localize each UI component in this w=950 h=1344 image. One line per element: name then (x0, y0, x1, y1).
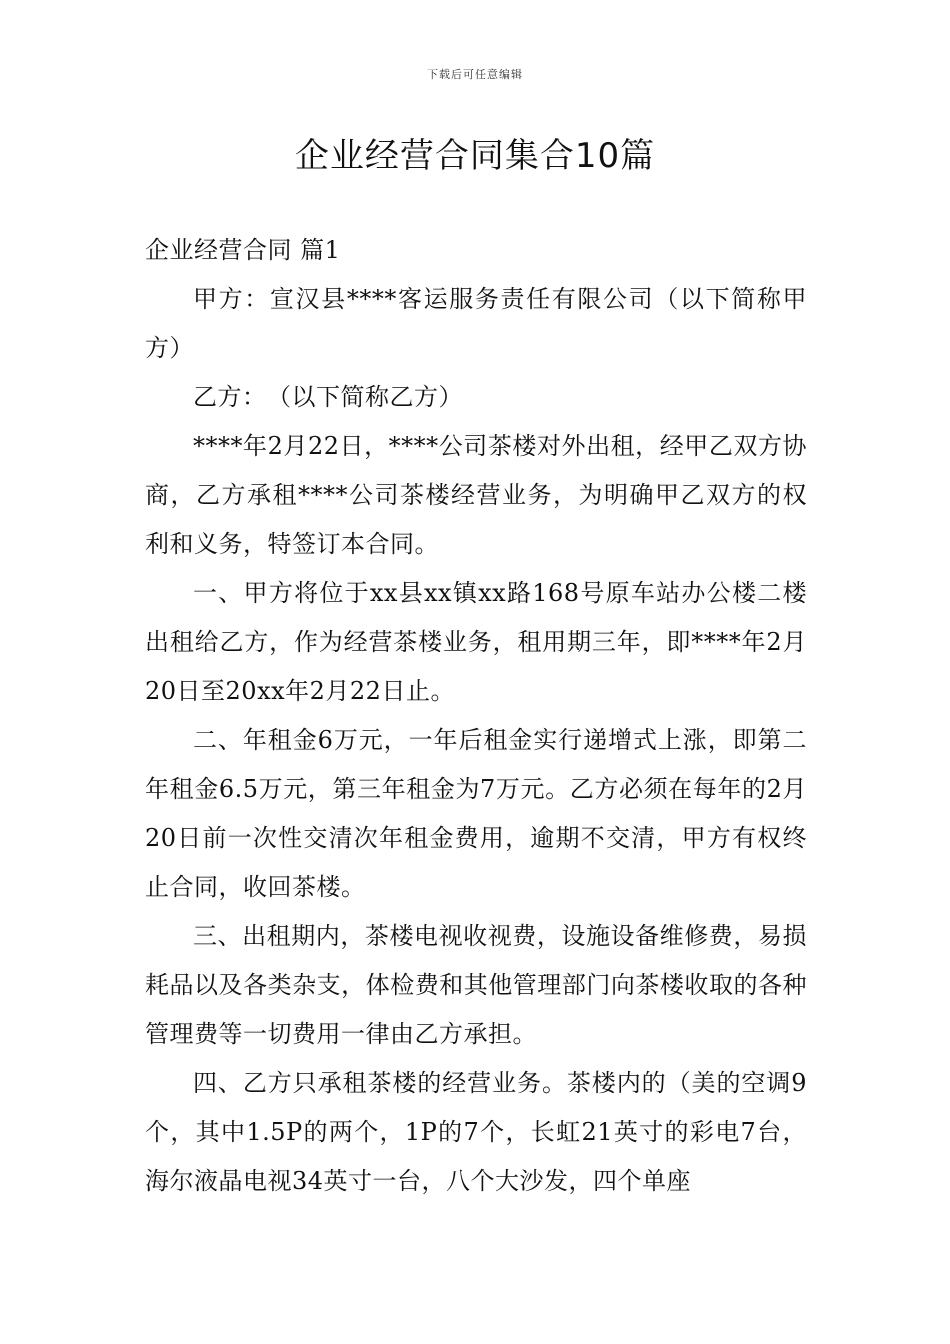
document-body (145, 226, 807, 1206)
preamble-paragraph: ****年2月22日，****公司茶楼对外出租，经甲乙双方协商，乙方承租****公司茶楼经营业务，为明确甲乙双方的权利和义务，特签订本合同。 (145, 432, 807, 558)
clause-1-paragraph: 一、甲方将位于xx县xx镇xx路168号原车站办公楼二楼出租给乙方，作为经营茶楼业务，租用期三年，即****年2月20日至20xx年2月22日止。 (145, 579, 807, 705)
clause-2-paragraph: 二、年租金6万元，一年后租金实行递增式上涨，即第二年租金6.5万元，第三年租金为7万元。乙方必须在每年的2月20日前一次性交清次年租金费用，逾期不交清，甲方有权终止合同，收回茶楼。 (145, 726, 807, 901)
party-a-paragraph: 甲方：宣汉县****客运服务责任有限公司（以下简称甲方） (145, 285, 807, 362)
clause-4-paragraph: 四、乙方只承租茶楼的经营业务。茶楼内的（美的空调9个，其中1.5P的两个，1P的7个，长虹21英寸的彩电7台，海尔液晶电视34英寸一台，八个大沙发，四个单座 (145, 1069, 807, 1195)
clause-3-paragraph: 三、出租期内，茶楼电视收视费，设施设备维修费，易损耗品以及各类杂支，体检费和其他管理部门向茶楼收取的各种管理费等一切费用一律由乙方承担。 (145, 922, 807, 1048)
party-b-paragraph: 乙方： （以下简称乙方） (193, 383, 463, 411)
document-title: 企业经营合同集合10篇 (294, 136, 656, 176)
header-note: 下载后可任意编辑 (427, 68, 523, 81)
section-heading: 企业经营合同 篇1 (145, 236, 341, 264)
